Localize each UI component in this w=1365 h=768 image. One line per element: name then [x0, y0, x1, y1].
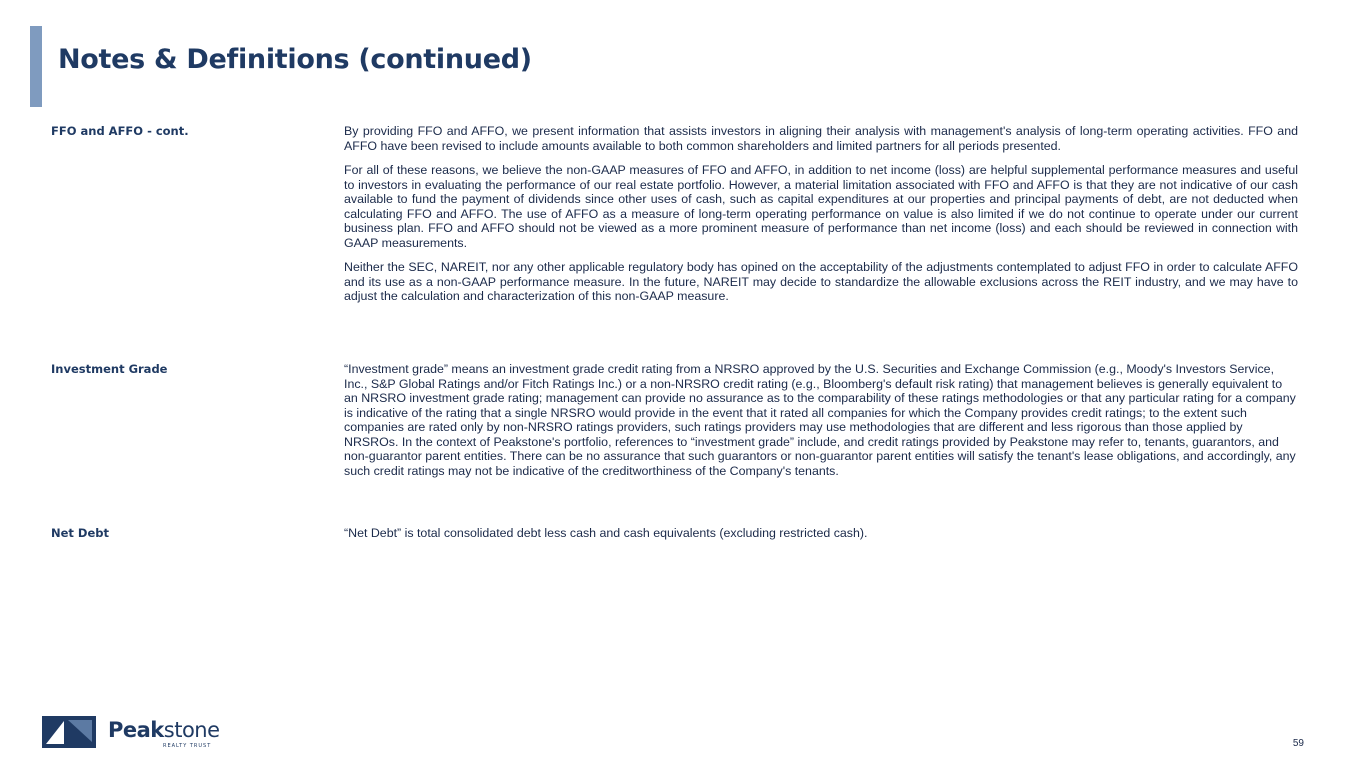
- page-number: 59: [1292, 738, 1304, 749]
- definition-body: [344, 362, 1298, 478]
- title-accent-bar: [30, 26, 42, 107]
- definition-paragraph: By providing FFO and AFFO, we present information that assists investors in aligning their analysis with management's analysis of long-term operating activities. FFO and AFFO have been revised to include amounts available to both common shareholders and limited partners for all periods presented.: [344, 124, 1298, 153]
- definition-body: [344, 124, 1298, 304]
- definition-ffo-affo: [51, 124, 1301, 362]
- logo-wordmark: Peakstone: [108, 718, 220, 742]
- definitions-list: [51, 124, 1301, 551]
- logo-tagline: REALTY TRUST: [163, 743, 212, 749]
- company-logo: [42, 716, 222, 750]
- definition-paragraph: For all of these reasons, we believe the non-GAAP measures of FFO and AFFO, in addition to net income (loss) are helpful supplemental performance measures and useful to investors in evaluating the performance of our real estate portfolio. However, a material limitation associated with FFO and AFFO is that they are not indicative of our cash available to fund the payment of dividends since other uses of cash, such as capital expenditures at our properties and principal payments of debt, are not deducted when calculating FFO and AFFO. The use of AFFO as a measure of long-term operating performance on value is also limited if we do not continue to operate under our current business plan. FFO and AFFO should not be viewed as a more prominent measure of performance than net income (loss) and each should be reviewed in connection with GAAP measurements.: [344, 163, 1298, 250]
- definition-body: [344, 526, 1298, 541]
- definition-term: FFO and AFFO - cont.: [51, 124, 189, 138]
- definition-net-debt: [51, 526, 1301, 541]
- definition-term: Investment Grade: [51, 362, 168, 376]
- definition-paragraph: “Net Debt” is total consolidated debt less cash and cash equivalents (excluding restricted cash).: [344, 526, 868, 540]
- definition-paragraph: Neither the SEC, NAREIT, nor any other applicable regulatory body has opined on the acceptability of the adjustments contemplated to adjust FFO in order to calculate AFFO and its use as a non-GAAP performance measure. In the future, NAREIT may decide to standardize the allowable exclusions across the REIT industry, and we may have to adjust the calculation and characterization of this non-GAAP measure.: [344, 260, 1298, 303]
- page-title: Notes & Definitions (continued): [58, 44, 532, 75]
- logo-mountain-icon: [42, 716, 96, 748]
- definition-investment-grade: [51, 362, 1301, 526]
- definition-paragraph: “Investment grade” means an investment grade credit rating from a NRSRO approved by the U.S. Securities and Exchange Commission (e.g., Moody's Investors Service, Inc., S&P Global Ratings and/or Fitch Ratings Inc.) or a non-NRSRO credit rating (e.g., Bloomberg's default risk rating) that management believes is generally equivalent to an NRSRO investment grade rating; management can provide no assurance as to the comparability of these ratings methodologies or that any particular rating for a company is indicative of the rating that a single NRSRO would provide in the event that it rated all companies for which the Company provides credit ratings; to the extent such companies are rated only by non-NRSRO ratings providers, such ratings providers may use methodologies that are different and less rigorous than those applied by NRSROs. In the context of Peakstone's portfolio, references to “investment grade” include, and credit ratings provided by Peakstone may refer to, tenants, guarantors, and non-guarantor parent entities. There can be no assurance that such guarantors or non-guarantor parent entities will satisfy the tenant's lease obligations, and accordingly, any such credit ratings may not be indicative of the creditworthiness of the Company's tenants.: [344, 362, 1296, 478]
- definition-term: Net Debt: [51, 526, 109, 540]
